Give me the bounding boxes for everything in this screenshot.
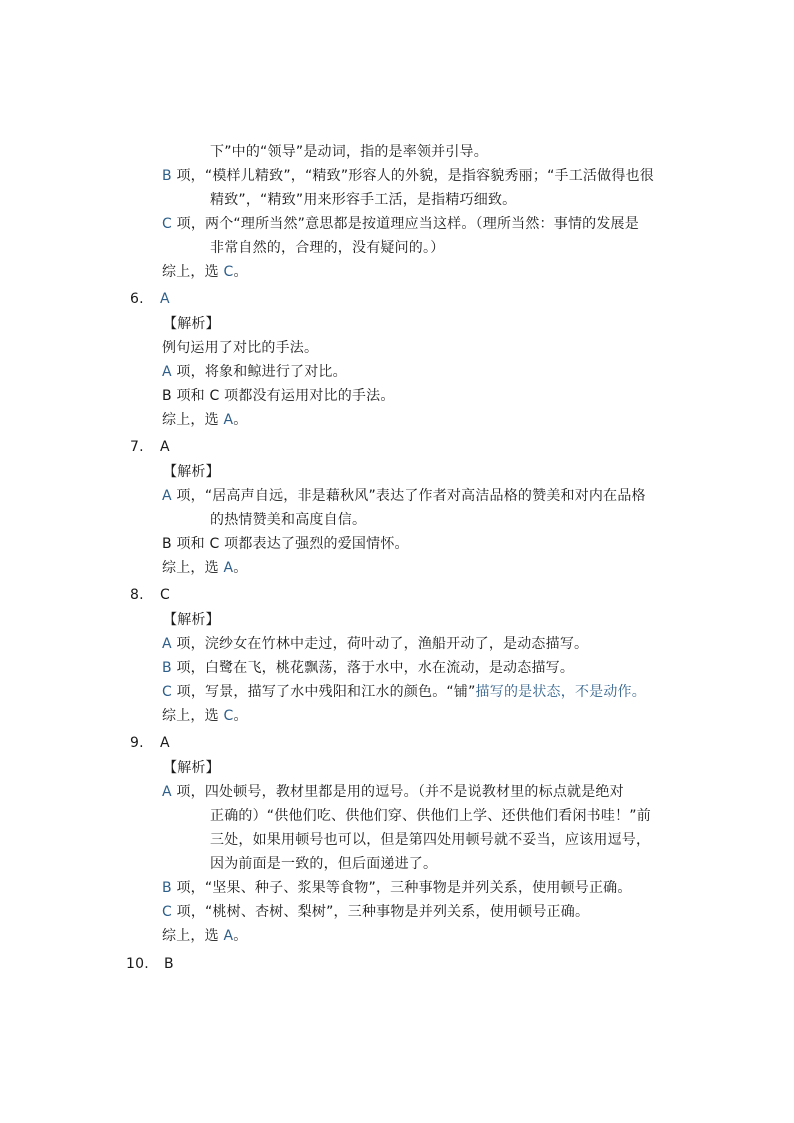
- q9-b-line: B 项，“坚果、种子、浆果等食物”，三种事物是并列关系，使用顿号正确。: [162, 880, 632, 896]
- q9-number: 9.: [130, 735, 144, 751]
- q9-answer: A: [160, 735, 170, 751]
- q5-b-line-continued: 精致”，“精致”用来形容手工活，是指精巧细致。: [210, 192, 517, 208]
- q7-conclusion: 综上，选 A。: [162, 560, 248, 576]
- q10-number: 10.: [126, 956, 149, 972]
- q5-c-line-continued: 非常自然的，合理的，没有疑问的。）: [210, 240, 445, 256]
- q6-line-1: 例句运用了对比的手法。: [162, 340, 319, 356]
- q7-a-line-continued: 的热情赞美和高度自信。: [210, 512, 367, 528]
- q5-a-line-continued: 下”中的“领导”是动词，指的是率领并引导。: [210, 144, 488, 160]
- q6-conclusion: 综上，选 A。: [162, 412, 248, 428]
- q6-a-line: A 项，将象和鲸进行了对比。: [162, 364, 347, 380]
- q9-analysis-heading: 【解析】: [163, 760, 220, 776]
- q8-answer: C: [160, 587, 170, 603]
- q7-analysis-heading: 【解析】: [163, 464, 220, 480]
- q7-answer: A: [160, 439, 170, 455]
- q8-number: 8.: [130, 587, 144, 603]
- q5-c-line: C 项，两个“理所当然”意思都是按道理应当这样。（理所当然：事情的发展是: [162, 216, 639, 232]
- q6-bc-line: B 项和 C 项都没有运用对比的手法。: [162, 388, 395, 404]
- q9-a-line-2: 正确的）“供他们吃、供他们穿、供他们上学、还供他们看闲书哇！”前: [210, 808, 651, 824]
- q9-c-line: C 项，“桃树、杏树、梨树”，三种事物是并列关系，使用顿号正确。: [162, 904, 590, 920]
- q9-a-line-4: 因为前面是一致的，但后面递进了。: [210, 856, 438, 872]
- q8-analysis-heading: 【解析】: [163, 612, 220, 628]
- q5-b-line: B 项，“模样儿精致”，“精致”形容人的外貌，是指容貌秀丽；“手工活做得也很: [162, 168, 654, 184]
- q8-c-line: C 项，写景，描写了水中残阳和江水的颜色。“铺”描写的是状态，不是动作。: [162, 684, 646, 700]
- q6-analysis-heading: 【解析】: [163, 316, 220, 332]
- q6-number: 6.: [130, 291, 144, 307]
- q5-conclusion: 综上，选 C。: [162, 264, 248, 280]
- q9-a-line: A 项，四处顿号，教材里都是用的逗号。（并不是说教材里的标点就是绝对: [162, 784, 624, 800]
- q9-conclusion: 综上，选 A。: [162, 928, 248, 944]
- q5-c-letter: C: [162, 216, 172, 232]
- q7-bc-line: B 项和 C 项都表达了强烈的爱国情怀。: [162, 536, 409, 552]
- q8-a-line: A 项，浣纱女在竹林中走过，荷叶动了，渔船开动了，是动态描写。: [162, 636, 589, 652]
- q7-number: 7.: [130, 439, 144, 455]
- q9-a-line-3: 三处，如果用顿号也可以，但是第四处用顿号就不妥当，应该用逗号，: [210, 832, 651, 848]
- q5-b-letter: B: [162, 168, 172, 184]
- q7-a-line: A 项，“居高声自远，非是藉秋风”表达了作者对高洁品格的赞美和对内在品格: [162, 488, 646, 504]
- q6-answer: A: [160, 291, 170, 307]
- q8-conclusion: 综上，选 C。: [162, 708, 248, 724]
- q10-answer: B: [164, 956, 174, 972]
- q8-b-line: B 项，白鹭在飞，桃花飘荡，落于水中，水在流动，是动态描写。: [162, 660, 575, 676]
